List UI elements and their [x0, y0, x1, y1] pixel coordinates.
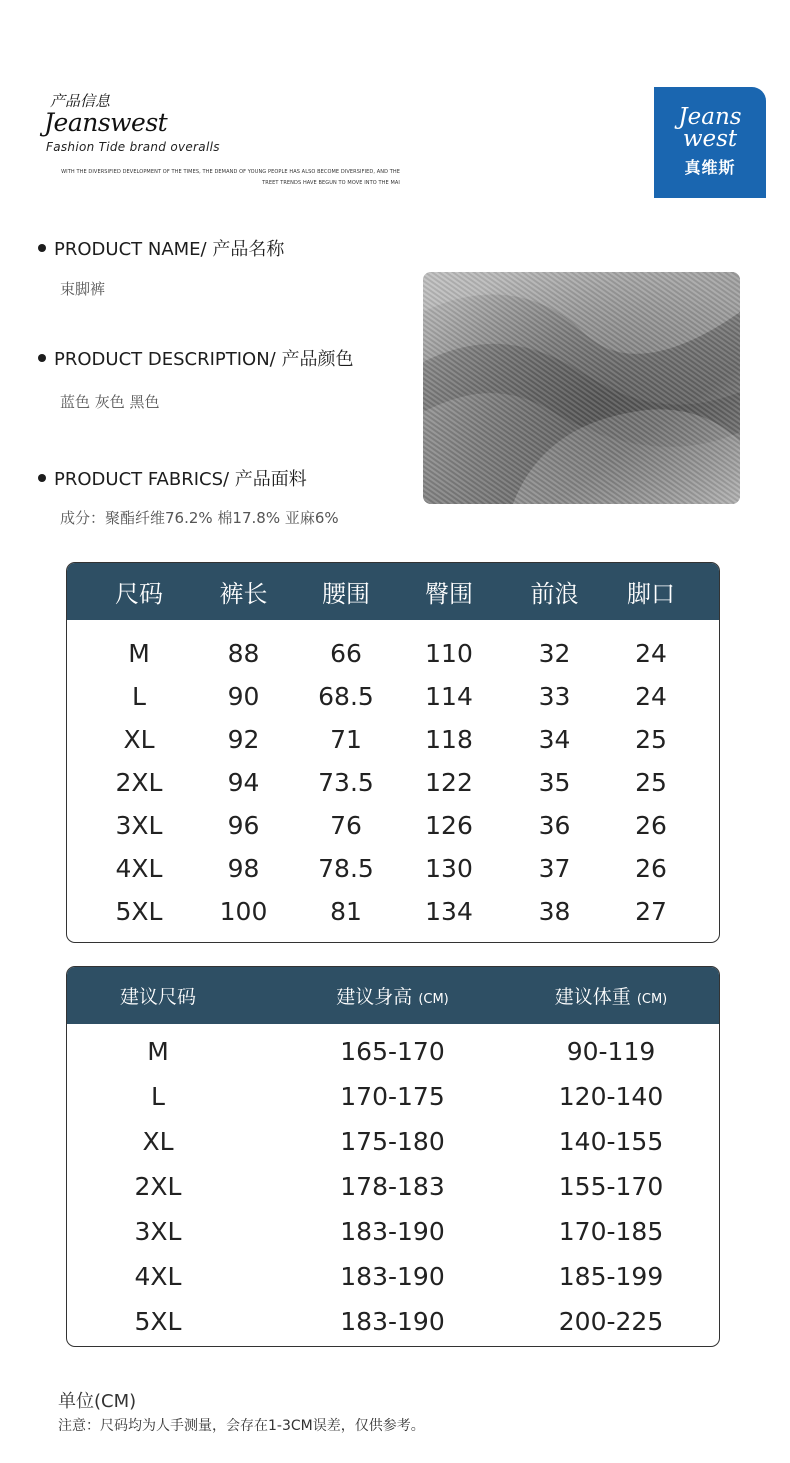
table-cell: 36 — [538, 811, 571, 840]
table-cell: 120-140 — [558, 1082, 664, 1111]
header-cell — [249, 982, 536, 1009]
table-cell: 118 — [425, 725, 473, 754]
size-table-body — [67, 620, 719, 933]
product-description-heading — [38, 345, 353, 371]
table-cell: 4XL — [115, 854, 163, 883]
header-unit: (CM) — [636, 992, 668, 1007]
unit-note: 单位(CM) — [58, 1391, 137, 1412]
table-cell: 76 — [330, 811, 362, 840]
table-cell: 2XL — [115, 768, 163, 797]
product-colors-value: 蓝色 灰色 黑色 — [60, 393, 160, 411]
table-cell: 24 — [635, 639, 667, 668]
table-row — [67, 1074, 719, 1119]
table-cell: 175-180 — [340, 1127, 445, 1156]
header-cell: 尺码 — [115, 580, 163, 608]
header-label: 建议身高 — [336, 986, 413, 1008]
table-cell: 90 — [227, 682, 260, 711]
table-cell: 88 — [227, 639, 260, 668]
product-name-value: 束脚裤 — [60, 280, 106, 298]
table-cell: 35 — [538, 768, 571, 797]
product-fabrics-value: 成分：聚酯纤维76.2% 棉17.8% 亚麻6% — [60, 509, 339, 527]
table-cell: 26 — [635, 854, 667, 883]
table-cell: 3XL — [115, 811, 163, 840]
table-cell: 73.5 — [318, 768, 374, 797]
table-cell: 130 — [425, 854, 473, 883]
size-measurement-table — [66, 562, 720, 943]
table-cell: 126 — [425, 811, 473, 840]
table-row — [67, 1209, 719, 1254]
table-cell: M — [128, 639, 150, 668]
table-cell: XL — [123, 725, 155, 754]
table-cell: 140-155 — [558, 1127, 664, 1156]
table-cell: 32 — [538, 639, 571, 668]
table-cell: 5XL — [134, 1307, 182, 1336]
table-cell: 25 — [635, 725, 667, 754]
header-cell: 前浪 — [530, 580, 579, 608]
table-row — [67, 718, 719, 761]
table-cell: 24 — [635, 682, 667, 711]
header-cell: 臀围 — [425, 580, 473, 608]
table-cell: 134 — [425, 897, 473, 926]
table-cell: 25 — [635, 768, 667, 797]
table-cell: M — [147, 1037, 169, 1066]
table-cell: 183-190 — [340, 1307, 445, 1336]
table-cell: 94 — [227, 768, 260, 797]
product-fabrics-heading — [38, 465, 307, 491]
table-row — [67, 1119, 719, 1164]
fine-print-line-2: TREET TRENDS HAVE BEGUN TO MOVE INTO THE MAI — [262, 180, 400, 186]
fine-print-line-1: WITH THE DIVERSIFIED DEVELOPMENT OF THE TIMES, THE DEMAND OF YOUNG PEOPLE HAS ALSO BECOME DIVERSIFIED, AND THE — [61, 169, 400, 175]
header-cell: 腰围 — [322, 580, 370, 608]
bullet-icon — [38, 474, 46, 482]
table-cell: 37 — [538, 854, 571, 883]
table-cell: 4XL — [134, 1262, 182, 1291]
table-cell: 68.5 — [318, 682, 374, 711]
table-cell: 2XL — [134, 1172, 182, 1201]
product-name-label: PRODUCT NAME/ 产品名称 — [54, 239, 285, 260]
table-row — [67, 804, 719, 847]
product-fabrics-label: PRODUCT FABRICS/ 产品面料 — [54, 469, 307, 490]
table-cell: L — [132, 682, 146, 711]
brand-logo — [654, 87, 766, 198]
table-cell: 183-190 — [340, 1217, 445, 1246]
table-row — [67, 847, 719, 890]
table-cell: 90-119 — [566, 1037, 656, 1066]
header-cell — [536, 982, 686, 1009]
header-label: 建议体重 — [554, 986, 631, 1008]
product-name-heading — [38, 235, 284, 261]
brand-wordmark: Jeanswest — [44, 108, 168, 137]
fit-table-header — [67, 967, 719, 1024]
table-cell: 100 — [219, 897, 268, 926]
size-table-header — [67, 563, 719, 620]
table-cell: 26 — [635, 811, 667, 840]
table-cell: 27 — [635, 897, 667, 926]
table-cell: 5XL — [115, 897, 163, 926]
table-cell: 183-190 — [340, 1262, 445, 1291]
table-cell: 66 — [330, 639, 362, 668]
table-cell: XL — [142, 1127, 174, 1156]
header-unit: (CM) — [418, 992, 449, 1007]
fabric-closeup-image — [423, 272, 740, 504]
fit-table-body — [67, 1024, 719, 1344]
table-row — [67, 675, 719, 718]
measurement-disclaimer: 注意：尺码均为人手测量，会存在1-3CM误差，仅供参考。 — [58, 1418, 425, 1434]
table-row — [67, 1029, 719, 1074]
header-label: 建议尺码 — [119, 986, 196, 1008]
table-cell: 155-170 — [558, 1172, 664, 1201]
table-cell: 185-199 — [558, 1262, 664, 1291]
table-row — [67, 1254, 719, 1299]
table-row — [67, 890, 719, 933]
table-row — [67, 1299, 719, 1344]
logo-line-2: west — [682, 126, 738, 152]
logo-line-3: 真维斯 — [684, 158, 736, 177]
product-description-label: PRODUCT DESCRIPTION/ 产品颜色 — [54, 349, 354, 370]
fabric-texture — [423, 272, 740, 504]
bullet-icon — [38, 354, 46, 362]
header-fine-print — [44, 167, 400, 189]
header-cell: 脚口 — [627, 580, 675, 608]
table-cell: 170-175 — [340, 1082, 445, 1111]
logo-line-1: Jeans — [678, 104, 742, 130]
header-title-cn: 产品信息 — [50, 92, 111, 110]
table-cell: 38 — [538, 897, 571, 926]
table-cell: 81 — [330, 897, 362, 926]
fit-recommendation-table — [66, 966, 720, 1347]
table-cell: 114 — [425, 682, 473, 711]
table-cell: 3XL — [134, 1217, 182, 1246]
table-cell: 33 — [538, 682, 571, 711]
header-tagline: Fashion Tide brand overalls — [46, 140, 220, 154]
table-cell: 92 — [227, 725, 260, 754]
table-cell: 170-185 — [558, 1217, 664, 1246]
table-cell: 96 — [227, 811, 260, 840]
table-cell: 178-183 — [340, 1172, 445, 1201]
table-cell: L — [151, 1082, 165, 1111]
bullet-icon — [38, 244, 46, 252]
table-cell: 110 — [425, 639, 473, 668]
table-row — [67, 632, 719, 675]
table-cell: 200-225 — [558, 1307, 664, 1336]
header-cell — [67, 982, 249, 1009]
table-row — [67, 761, 719, 804]
table-cell: 122 — [425, 768, 473, 797]
table-cell: 78.5 — [318, 854, 374, 883]
table-cell: 98 — [227, 854, 260, 883]
table-cell: 165-170 — [340, 1037, 445, 1066]
header-cell: 裤长 — [219, 580, 268, 608]
table-cell: 34 — [538, 725, 571, 754]
table-row — [67, 1164, 719, 1209]
table-cell: 71 — [330, 725, 362, 754]
